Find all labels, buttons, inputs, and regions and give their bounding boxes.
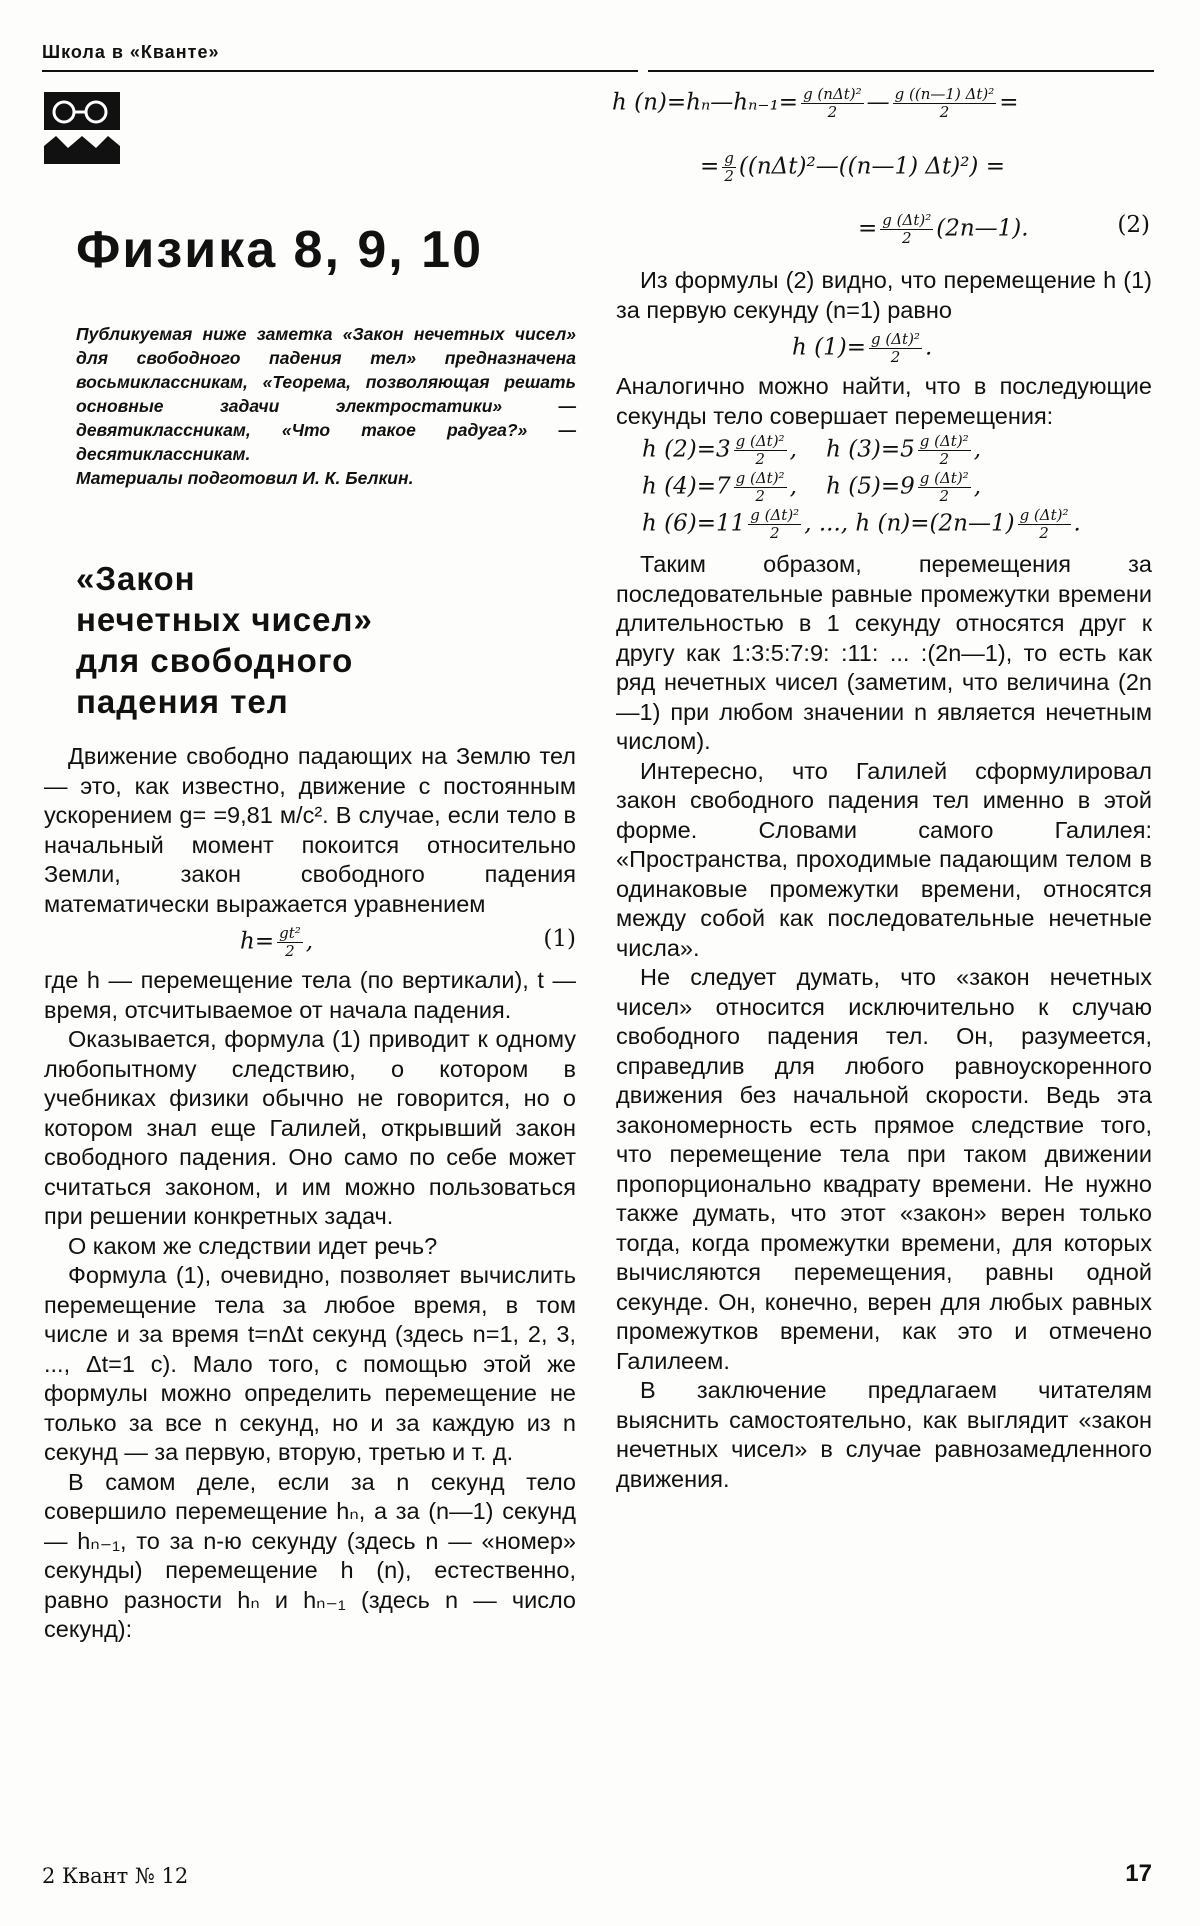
section-header: Школа в «Кванте» <box>42 42 220 62</box>
paragraph: Из формулы (2) видно, что перемещение h (1) за первую секунду (n=1) равно <box>616 267 1152 323</box>
intro-block <box>76 322 576 490</box>
article-title <box>76 558 373 722</box>
article-title-line: падения тел <box>76 683 289 720</box>
paragraph: В самом деле, если за n секунд тело совершило перемещение hₙ, а за (n—1) секунд — hₙ₋₁, то за n-ю секунду (здесь n — «номер» секунды) перемещение h (n), естественно, равно разности hₙ и hₙ₋₁ (здесь n — число секунд): <box>44 1468 576 1642</box>
paragraph: Формула (1), очевидно, позволяет вычислить перемещение тела за любое время, в том числе и за время t=nΔt секунд (здесь n=1, 2, 3, ..., Δt=1 с). Мало того, с помощью этой же формулы можно определить перемещение не только за все n секунд, но и за каждую из n секунд — за первую, вторую, третью и т. д. <box>44 1262 576 1465</box>
right-column <box>616 266 1152 1494</box>
equation-3: h (1)= $\frac{\text{g (Δt)²}}{2}$ . <box>792 330 933 366</box>
paragraph: Не следует думать, что «закон нечетных чисел» относится исключительно к случаю свободного падения тел. Он, разумеется, справедлив для любого равноускоренного движения без начальной скорости. Ведь эта закономерность есть прямое следствие того, что перемещение тела при таком движении пропорционально квадрату времени. Не нужно также думать, что этот «закон» верен только тогда, когда промежутки времени, для которых вычисляются перемещения, равны одной секунде. Он, конечно, верен для любых равных промежутков времени, как это и отмечено Галилеем. <box>616 964 1152 1374</box>
paragraph: Аналогично можно найти, что в последующие секунды тело совершает перемещения: <box>616 373 1152 429</box>
equation-number: (1) <box>543 926 576 952</box>
paragraph: О каком же следствии идет речь? <box>68 1232 438 1259</box>
paragraph: Интересно, что Галилей сформулировал закон свободного падения тел именно в этой форме. Словами самого Галилея: «Пространства, проходимые падающим телом в одинаковые промежутки времени, относятся между собой как последовательные нечетные числа». <box>616 757 1152 961</box>
article-title-line: «Закон <box>76 560 196 597</box>
article-title-line: нечетных чисел» <box>76 601 373 638</box>
paragraph: Оказывается, формула (1) приводит к одному любопытному следствию, о котором в учебниках физики обычно не говорится, но о котором знал еще Галилей, открывший закон свободного падения. Оно само по себе может считаться законом, и им можно пользоваться при решении конкретных задач. <box>44 1026 576 1229</box>
intro-text: Публикуемая ниже заметка «Закон нечетных чисел» для свободного падения тел» предназначена восьмиклассникам, «Теорема, позволяющая решать основные задачи электростатики» — девятиклассникам, «Что такое радуга?» — десятиклассникам. <box>76 324 576 464</box>
left-column <box>44 742 576 1645</box>
page-title: Физика 8, 9, 10 <box>76 221 484 279</box>
sequence-row: h (2)=3 $\frac{\text{g (Δt)²}}{2}$ , h (3)=5 $\frac{\text{g (Δt)²}}{2}$ , <box>642 432 981 468</box>
paragraph: где h — перемещение тела (по вертикали), t — время, отсчитываемое от начала падения. <box>44 967 576 1023</box>
equation-number: (2) <box>1117 212 1150 238</box>
header-rule-right <box>648 70 1154 72</box>
equation-2-line-1: h (n)=hₙ—hₙ₋₁= $\frac{\text{g (nΔt)²}}{2}$ — $\frac{\text{g ((n—1) Δt)²}}{2}$ = <box>612 85 1019 121</box>
sequence-row: h (6)=11 $\frac{\text{g (Δt)²}}{2}$ , ..., h (n)=(2n—1) $\frac{\text{g (Δt)²}}{2}$ . <box>642 506 1081 542</box>
paragraph: В заключение предлагаем читателям выяснить самостоятельно, как выглядит «закон нечетных чисел» в случае равнозамедленного движения. <box>616 1377 1152 1492</box>
equation-2-line-2: = $\frac{g}{2}$ ((nΔt)²—((n—1) Δt)²) = <box>700 149 1005 185</box>
article-title-line: для свободного <box>76 642 354 679</box>
page-number: 17 <box>1125 1860 1152 1887</box>
paragraph: Движение свободно падающих на Землю тел — это, как известно, движение с постоянным ускорением g= =9,81 м/с². В случае, если тело в начальный момент покоится относительно Земли, закон свободного падения математически выражается уравнением <box>44 743 576 917</box>
school-glasses-logo-icon <box>44 92 120 164</box>
intro-credit: Материалы подготовил И. К. Белкин. <box>76 468 414 488</box>
header-rule-left <box>42 70 638 72</box>
sequence-row: h (4)=7 $\frac{\text{g (Δt)²}}{2}$ , h (5)=9 $\frac{\text{g (Δt)²}}{2}$ , <box>642 469 981 505</box>
equation-1: h= $\frac{\text{gt²}}{2}$ , (1) <box>240 924 576 960</box>
paragraph: Таким образом, перемещения за последовательные равные промежутки времени длительностью в 1 секунду относятся друг к другу как 1:3:5:7:9: :11: ... :(2n—1), то есть как ряд нечетных чисел (заметим, что величина (2n—1) при любом значении n является нечетным числом). <box>616 551 1152 754</box>
equation-2-line-3: = $\frac{\text{g (Δt)²}}{2}$ (2n—1). (2) <box>858 211 1150 247</box>
footer-issue: 2 Квант № 12 <box>42 1864 189 1888</box>
